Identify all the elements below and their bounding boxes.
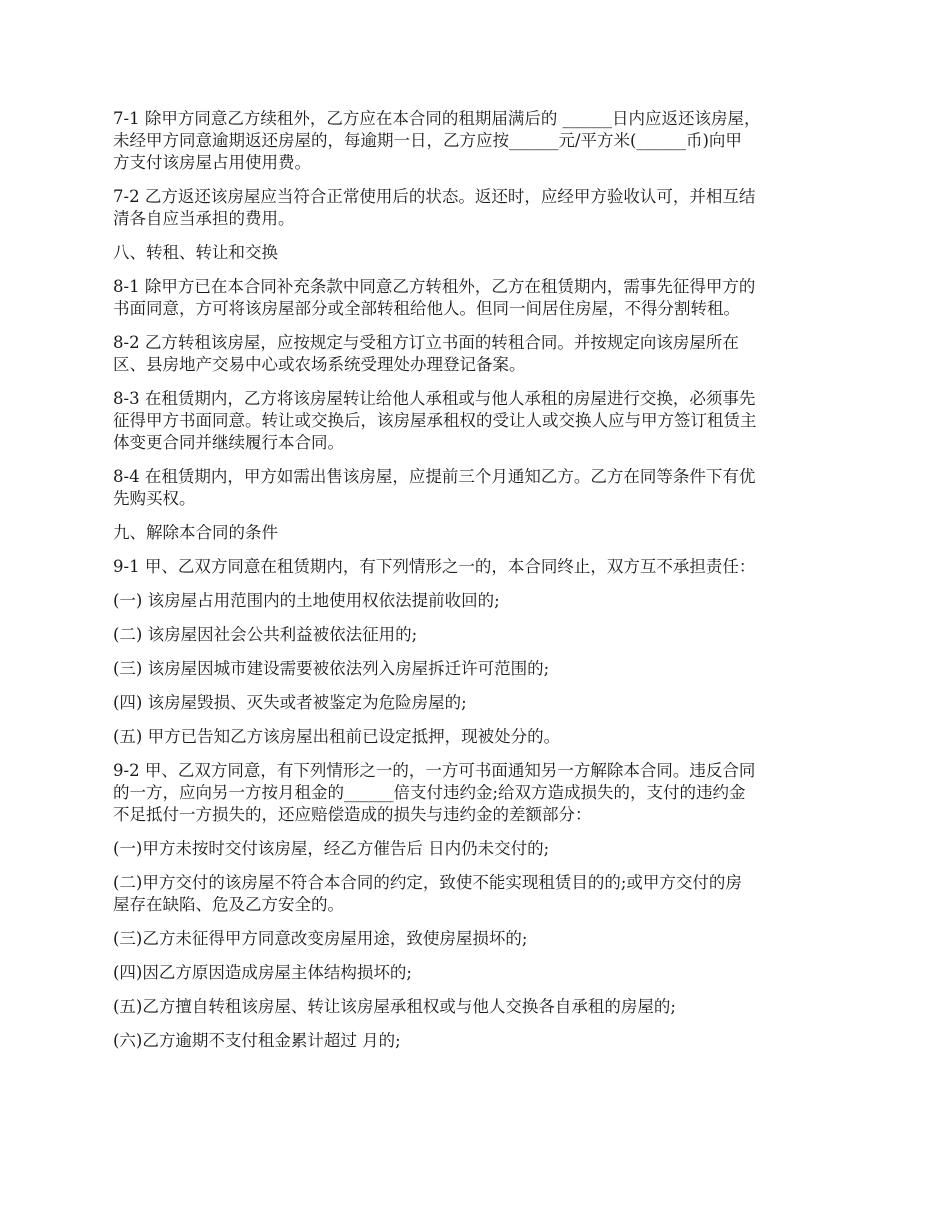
heading-text: 八、转租、转让和交换 (113, 243, 278, 262)
clause-9-2-item-4 (113, 962, 843, 984)
clause-8-3 (113, 388, 843, 454)
section-heading-9 (113, 522, 843, 544)
clause-9-2-item-5 (113, 996, 843, 1018)
text-line: 屋存在缺陷、危及乙方安全的。 (113, 895, 344, 914)
text-line: 未经甲方同意逾期返还房屋的，每逾期一日，乙方应按______元/平方米(______币)向甲 (113, 131, 742, 150)
text-line: (一)甲方未按时交付该房屋，经乙方催告后 日内仍未交付的; (113, 839, 550, 858)
text-line: 7-2 乙方返还该房屋应当符合正常使用后的状态。返还时，应经甲方验收认可，并相互结 (113, 187, 756, 206)
clause-8-4 (113, 466, 843, 510)
text-line: (四)因乙方原因造成房屋主体结构损坏的; (113, 963, 412, 982)
clause-9-1-item-5 (113, 726, 843, 748)
text-line: 方支付该房屋占用使用费。 (113, 153, 311, 172)
text-line: (三) 该房屋因城市建设需要被依法列入房屋拆迁许可范围的; (113, 659, 550, 678)
clause-9-1 (113, 556, 843, 578)
text-line: 书面同意，方可将该房屋部分或全部转租给他人。但同一间居住房屋，不得分割转租。 (113, 299, 740, 318)
text-line: (五)乙方擅自转租该房屋、转让该房屋承租权或与他人交换各自承租的房屋的; (113, 997, 676, 1016)
text-line: 7-1 除甲方同意乙方续租外，乙方应在本合同的租期届满后的 ______日内应返还该房屋， (113, 109, 761, 128)
clause-9-2-item-1 (113, 838, 843, 860)
document-page (113, 108, 843, 1064)
text-line: 8-1 除甲方已在本合同补充条款中同意乙方转租外，乙方在租赁期内，需事先征得甲方的 (113, 277, 756, 296)
text-line: 征得甲方书面同意。转让或交换后，该房屋承租权的受让人或交换人应与甲方签订租赁主 (113, 411, 757, 430)
text-line: 清各自应当承担的费用。 (113, 209, 295, 228)
text-line: 8-4 在租赁期内，甲方如需出售该房屋，应提前三个月通知乙方。乙方在同等条件下有优 (113, 467, 756, 486)
text-line: 8-2 乙方转租该房屋，应按规定与受租方订立书面的转租合同。并按规定向该房屋所在 (113, 333, 739, 352)
text-line: (二) 该房屋因社会公共利益被依法征用的; (113, 625, 418, 644)
text-line: 的一方，应向另一方按月租金的______倍支付违约金;给双方造成损失的，支付的违约金 (113, 783, 746, 802)
text-line: 9-1 甲、乙双方同意在租赁期内，有下列情形之一的，本合同终止，双方互不承担责任： (113, 557, 756, 576)
clause-7-2 (113, 186, 843, 230)
text-line: (五) 甲方已告知乙方该房屋出租前已设定抵押，现被处分的。 (113, 727, 561, 746)
clause-8-2 (113, 332, 843, 376)
text-line: (二)甲方交付的该房屋不符合本合同的约定，致使不能实现租赁目的的;或甲方交付的房 (113, 873, 742, 892)
text-line: (一) 该房屋占用范围内的土地使用权依法提前收回的; (113, 591, 500, 610)
text-line: 体变更合同并继续履行本合同。 (113, 433, 344, 452)
clause-9-1-item-2 (113, 624, 843, 646)
clause-9-2-item-6 (113, 1030, 843, 1052)
clause-9-2-item-3 (113, 928, 843, 950)
clause-8-1 (113, 276, 843, 320)
clause-9-2-item-2 (113, 872, 843, 916)
clause-7-1 (113, 108, 843, 174)
clause-9-2 (113, 760, 843, 826)
section-heading-8 (113, 242, 843, 264)
text-line: 区、县房地产交易中心或农场系统受理处办理登记备案。 (113, 355, 526, 374)
text-line: 先购买权。 (113, 489, 196, 508)
heading-text: 九、解除本合同的条件 (113, 523, 278, 542)
text-line: 不足抵付一方损失的，还应赔偿造成的损失与违约金的差额部分： (113, 805, 592, 824)
clause-9-1-item-1 (113, 590, 843, 612)
text-line: (三)乙方未征得甲方同意改变房屋用途，致使房屋损坏的; (113, 929, 528, 948)
text-line: 8-3 在租赁期内，乙方将该房屋转让给他人承租或与他人承租的房屋进行交换，必须事先 (113, 389, 756, 408)
clause-9-1-item-3 (113, 658, 843, 680)
text-line: 9-2 甲、乙双方同意，有下列情形之一的，一方可书面通知另一方解除本合同。违反合同 (113, 761, 756, 780)
text-line: (四) 该房屋毁损、灭失或者被鉴定为危险房屋的; (113, 693, 467, 712)
clause-9-1-item-4 (113, 692, 843, 714)
text-line: (六)乙方逾期不支付租金累计超过 月的; (113, 1031, 401, 1050)
